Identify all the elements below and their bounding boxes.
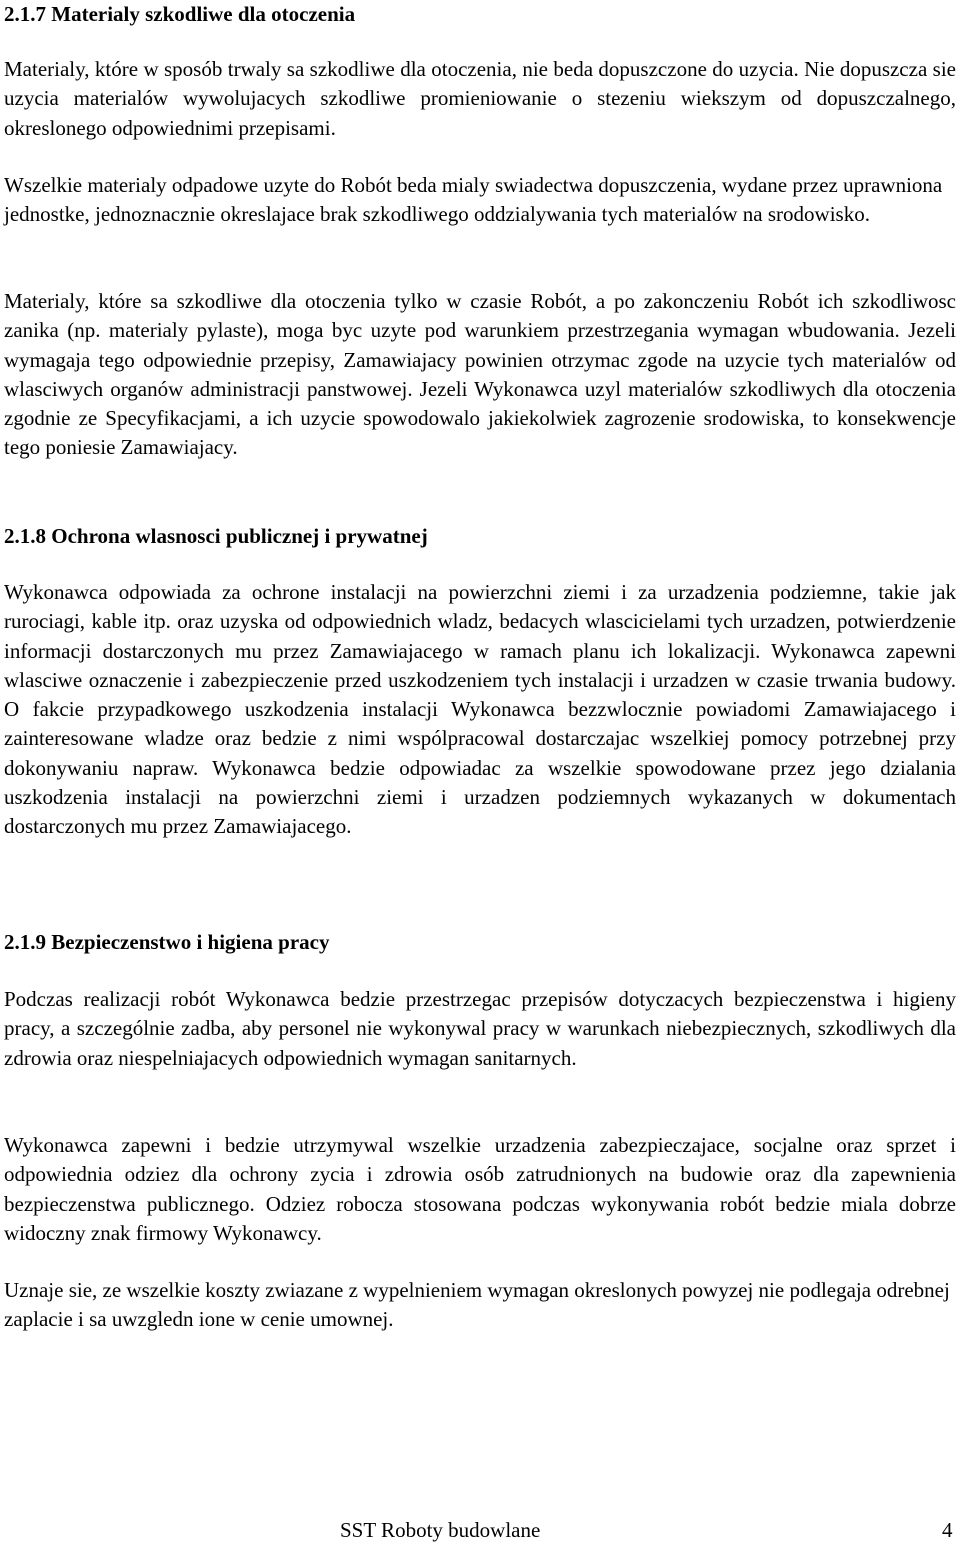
paragraph: Materialy, które sa szkodliwe dla otoczenia tylko w czasie Robót, a po zakonczeniu Robót ich szkodliwosc zanika (np. materialy pylaste), moga byc uzyte pod warunkiem przestrzegania wymagan wbudowania. Jezeli wymagaja tego odpowiednie przepisy, Zamawiajacy powinien otrzymac zgode na uzycie tych materialów od wlasciwych organów administracji panstwowej. Jezeli Wykonawca uzyl materialów szkodliwych dla otoczenia zgodnie ze Specyfikacjami, a ich uzycie spowodowalo jakiekolwiek zagrozenie srodowiska, to konsekwencje tego poniesie Zamawiajacy.: [4, 289, 956, 460]
paragraph: Wykonawca odpowiada za ochrone instalacji na powierzchni ziemi i za urzadzenia podziemne, takie jak rurociagi, kable itp. oraz uzyska od odpowiednich wladz, bedacych wlascicielami tych urzadzen, potwierdzenie informacji dostarczonych mu przez Zamawiajacego w ramach planu ich lokalizacji. Wykonawca zapewni wlasciwe oznaczenie i zabezpieczenie przed uszkodzeniem tych instalacji i urzadzen w czasie trwania budowy. O fakcie przypadkowego uszkodzenia instalacji Wykonawca bezzwlocznie powiadomi Zamawiajacego i zainteresowane wladze oraz bedzie z nimi wspólpracowal dostarczajac wszelkiej pomocy potrzebnej przy dokonywaniu napraw. Wykonawca bedzie odpowiadac za wszelkie spowodowane przez jego dzialania uszkodzenia instalacji na powierzchni ziemi i urzadzen podziemnych wykazanych w dokumentach dostarczonych mu przez Zamawiajacego.: [4, 580, 956, 839]
page-footer: [0, 1518, 960, 1548]
footer-title: SST Roboty budowlane: [340, 1518, 541, 1542]
paragraph: Podczas realizacji robót Wykonawca bedzie przestrzegac przepisów dotyczacych bezpieczenstwa i higieny pracy, a szczególnie zadba, aby personel nie wykonywal pracy w warunkach niebezpiecznych, szkodliwych dla zdrowia oraz niespelniajacych odpowiednich wymagan sanitarnych.: [4, 987, 956, 1070]
section-heading-2-1-9: 2.1.9 Bezpieczenstwo i higiena pracy: [4, 930, 330, 954]
paragraph: Wszelkie materialy odpadowe uzyte do Robót beda mialy swiadectwa dopuszczenia, wydane przez uprawniona jednostke, jednoznacznie okreslajace brak szkodliwego oddzialywania tych materialów na srodowisko.: [4, 173, 943, 227]
paragraph: Uznaje sie, ze wszelkie koszty zwiazane z wypelnieniem wymagan okreslonych powyzej nie podlegaja odrebnej zaplacie i sa uwzgledn ione w cenie umownej.: [4, 1278, 950, 1332]
section-heading-2-1-8: 2.1.8 Ochrona wlasnosci publicznej i prywatnej: [4, 524, 428, 548]
section-heading-2-1-7: 2.1.7 Materialy szkodliwe dla otoczenia: [4, 2, 356, 26]
paragraph: Materialy, które w sposób trwaly sa szkodliwe dla otoczenia, nie beda dopuszczone do uzycia. Nie dopuszcza sie uzycia materialów wywolujacych szkodliwe promieniowanie o stezeniu wiekszym od dopuszczalnego, okreslonego odpowiednimi przepisami.: [4, 57, 956, 140]
paragraph: Wykonawca zapewni i bedzie utrzymywal wszelkie urzadzenia zabezpieczajace, socjalne oraz sprzet i odpowiednia odziez dla ochrony zycia i zdrowia osób zatrudnionych na budowie oraz dla zapewnienia bezpieczenstwa publicznego. Odziez robocza stosowana podczas wykonywania robót bedzie miala dobrze widoczny znak firmowy Wykonawcy.: [4, 1133, 956, 1245]
page-number: 4: [942, 1518, 953, 1542]
